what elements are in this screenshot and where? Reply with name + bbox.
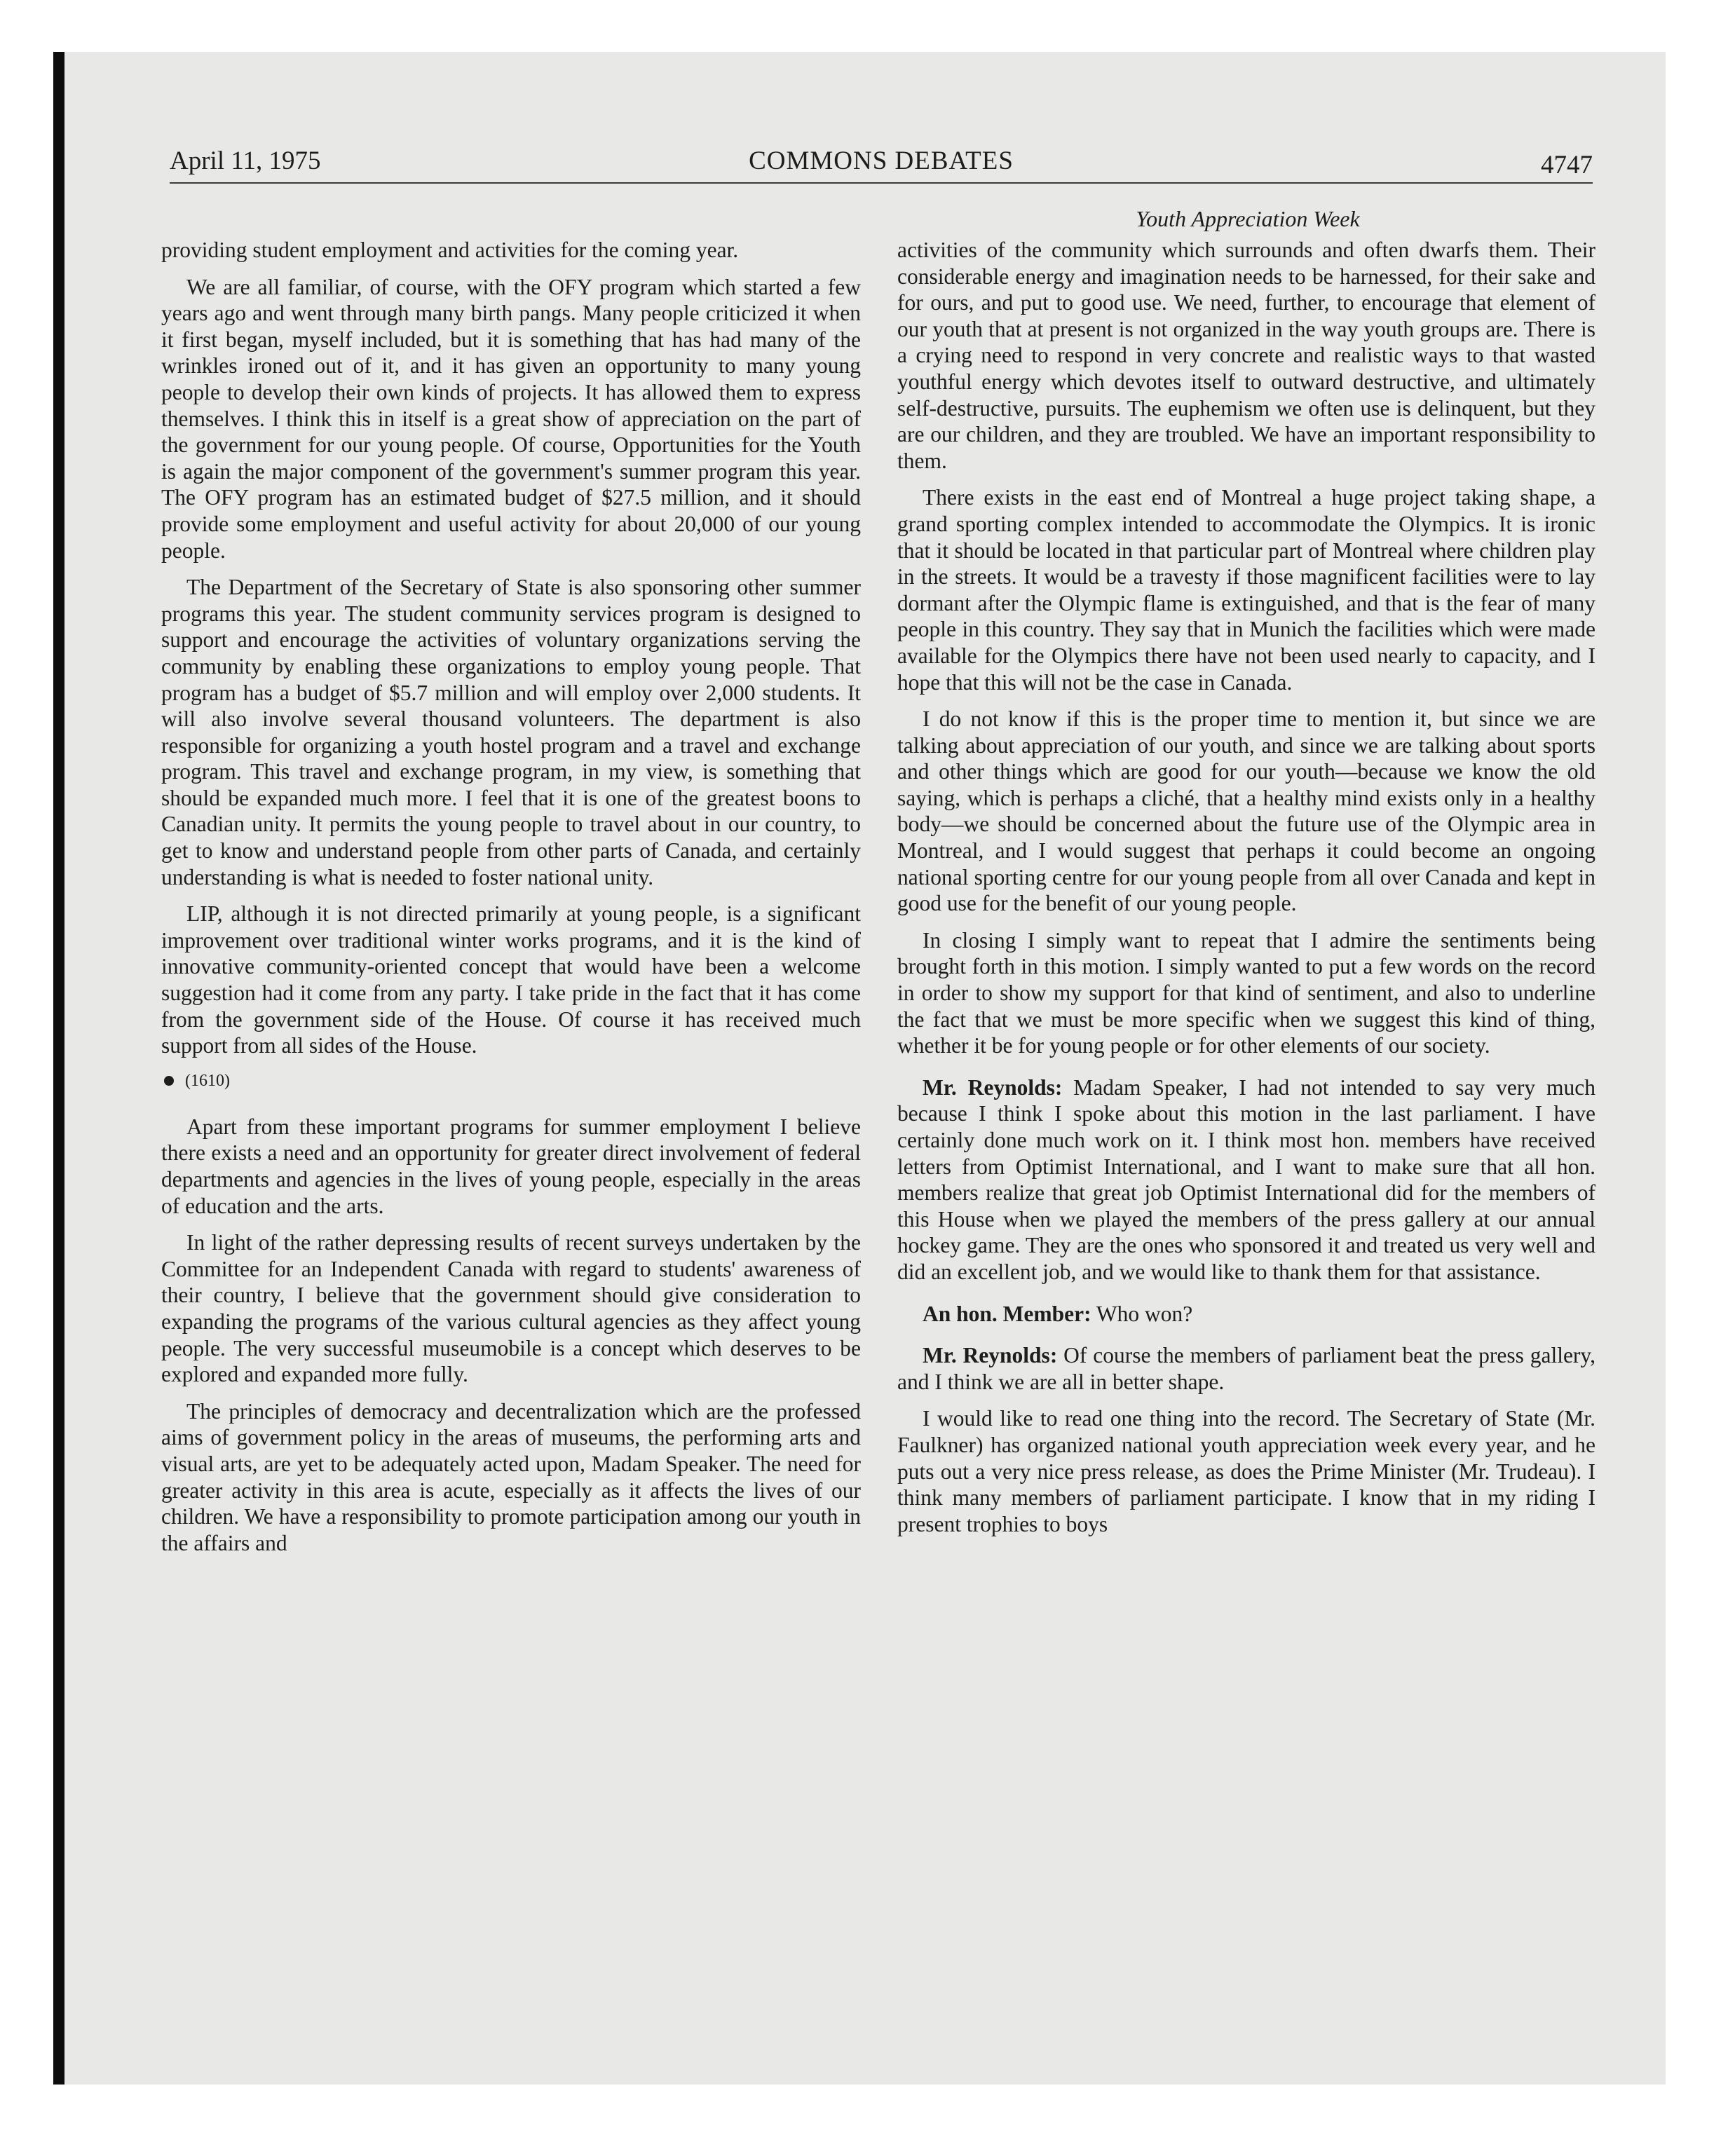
paragraph: I would like to read one thing into the record. The Secretary of State (Mr. Faulkner) has organized national youth appreciation week every year, and he puts out a very nice press release, as does the Prime Minister (Mr. Trudeau). I think many members of parliament participate. I know that in my riding I present trophies to boys (897, 1406, 1595, 1536)
time-marker-text: (1610) (185, 1071, 230, 1090)
speaker-name: An hon. Member: (923, 1301, 1091, 1326)
speaker-name: Mr. Reynolds: (923, 1343, 1058, 1368)
speech-paragraph (897, 1301, 1595, 1328)
header-page-number: 4747 (1541, 151, 1593, 179)
paragraph: providing student employment and activities for the coming year. (161, 238, 739, 262)
paragraph: The principles of democracy and decentralization which are the professed aims of government policy in the areas of museums, the performing arts and visual arts, are yet to be adequately acted upon, Madam Speaker. The need for greater activity in this area is acute, especially as it affects the lives of our children. We have a responsibility to promote participation among our youth in the affairs and (161, 1398, 861, 1555)
paragraph: In light of the rather depressing results of recent surveys undertaken by the Committee for an Independent Canada with regard to students' awareness of their country, I believe that the government should give consideration to expanding the programs of the various cultural agencies as they affect young people. The very successful museumobile is a concept which deserves to be explored and expanded more fully. (161, 1230, 861, 1387)
paragraph: We are all familiar, of course, with the OFY program which started a few years ago and went through many birth pangs. Many people criticized it when it first began, myself included, but it is something that has had many of the wrinkles ironed out of it, and it has given an opportunity to many young people to develop their own kinds of projects. It has allowed them to express themselves. I think this in itself is a great show of appreciation on the part of the government for our young people. Of course, Opportunities for the Youth is again the major component of the government's summer program this year. The OFY program has an estimated budget of $27.5 million, and it should provide some employment and useful activity for about 20,000 of our young people. (161, 274, 861, 563)
running-title: Youth Appreciation Week (1136, 206, 1360, 231)
header-journal-title: COMMONS DEBATES (749, 146, 1014, 175)
paragraph: I do not know if this is the proper time to mention it, but since we are talking about appreciation of our youth, and since we are talking about sports and other things which are good for our youth—because we know the old saying, which is perhaps a cliché, that a healthy mind exists only in a healthy body—we should be concerned about the future use of the Olympic area in Montreal, and I would suggest that perhaps it could become an ongoing national sporting centre for our young people from all over Canada and kept in good use for the benefit of our young people. (897, 707, 1595, 916)
page-header (170, 146, 1593, 184)
paragraph: In closing I simply want to repeat that I admire the sentiments being brought forth in this motion. I simply wanted to put a few words on the record in order to show my support for that kind of sentiment, and also to underline the fact that we must be more specific when we suggest this kind of thing, whether it be for young people or for other elements of our society. (897, 927, 1595, 1058)
paragraph: Apart from these important programs for summer employment I believe there exists a need and an opportunity for greater direct involvement of federal departments and agencies in the lives of young people, especially in the areas of education and the arts. (161, 1114, 861, 1218)
speaker-name: Mr. Reynolds: (923, 1074, 1063, 1100)
speech-text: Madam Speaker, I had not intended to say very much because I think I spoke about this motion in the last parliament. I have certainly done much work on it. I think most hon. members have received letters from Optimist International, and I want to make sure that all hon. members realize that great job Optimist International did for the members of this House when we played the members of the press gallery at our annual hockey game. They are the ones who sponsored it and treated us very well and did an excellent job, and we would like to thank them for that assistance. (897, 1074, 1595, 1284)
right-column (897, 237, 1595, 1548)
bullet-icon (164, 1076, 174, 1086)
speech-text: Who won? (1091, 1301, 1193, 1326)
speech-paragraph (897, 1342, 1595, 1395)
speech-text: Of course the members of parliament beat the press gallery, and I think we are all in better shape. (897, 1343, 1596, 1394)
paragraph: activities of the community which surrounds and often dwarfs them. Their considerable energy and imagination needs to be harnessed, for their sake and for ours, and put to good use. We need, further, to encourage that element of our youth that at present is not organized in the way youth groups are. There is a crying need to respond in very concrete and realistic ways to that wasted youthful energy which devotes itself to outward destructive, and ultimately self-destructive, pursuits. The euphemism we often use is delinquent, but they are our children, and they are troubled. We have an important responsibility to them. (897, 238, 1595, 473)
paragraph: There exists in the east end of Montreal a huge project taking shape, a grand sporting complex intended to accommodate the Olympics. It is ironic that it should be located in that particular part of Montreal where children play in the streets. It would be a travesty if those magnificent facilities were to lay dormant after the Olympic flame is extinguished, and that is the fear of many people in this country. They say that in Munich the facilities which were made available for the Olympics there have not been used nearly to capacity, and I hope that this will not be the case in Canada. (897, 485, 1595, 695)
header-date: April 11, 1975 (170, 146, 321, 175)
time-marker (161, 1070, 861, 1091)
paragraph: The Department of the Secretary of State is also sponsoring other summer programs this year. The student community services program is designed to support and encourage the activities of voluntary organizations serving the community by enabling these organizations to employ young people. That program has a budget of $5.7 million and will employ over 2,000 students. It will also involve several thousand volunteers. The department is also responsible for organizing a youth hostel program and a travel and exchange program. This travel and exchange program, in my view, is something that should be expanded much more. I feel that it is one of the greatest boons to Canadian unity. It permits the young people to travel about in our country, to get to know and understand people from other parts of Canada, and certainly understanding is what is needed to foster national unity. (161, 575, 861, 889)
left-column (161, 237, 861, 1567)
paragraph: LIP, although it is not directed primarily at young people, is a significant improvement over traditional winter works programs, and it is the kind of innovative community-oriented concept that would have been a welcome suggestion had it come from any party. I take pride in the fact that it has come from the government side of the House. Of course it has received much support from all sides of the House. (161, 901, 861, 1058)
scan-edge-bar (53, 52, 64, 2085)
speech-paragraph (897, 1074, 1595, 1285)
